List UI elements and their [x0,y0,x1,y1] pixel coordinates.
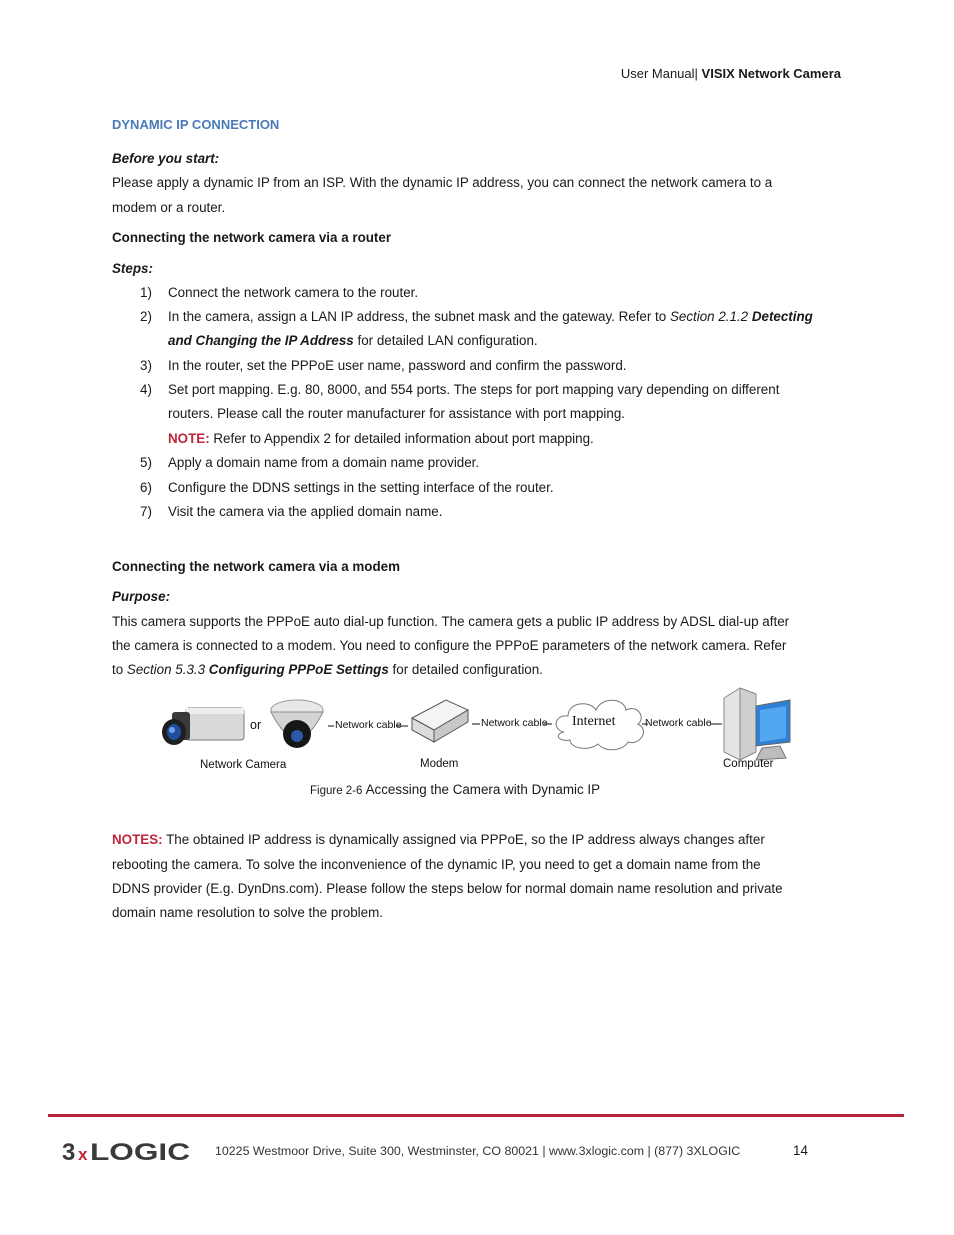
step-number: 3) [140,358,152,373]
step-text-continued [168,332,538,350]
purpose-line-2: the camera is connected to a modem. You need to configure the PPPoE parameters of the network camera. Refer [112,638,787,653]
note-text: Refer to Appendix 2 for detailed information about port mapping. [209,431,594,446]
page-header [621,66,841,81]
step-2-text-b: for detailed LAN configuration. [353,333,538,348]
steps-heading: Steps: [112,261,153,276]
step-text [168,308,813,326]
step-number: 1) [140,285,152,300]
box-camera-icon [162,708,244,745]
header-separator: | [694,66,698,81]
internet-label: Internet [572,714,616,729]
step-number: 5) [140,455,152,470]
section-title-reference: Configuring PPPoE Settings [208,662,389,677]
logo-3xlogic-icon [62,1139,194,1163]
computer-icon [724,688,790,760]
step-number: 6) [140,480,152,495]
company-logo [62,1139,194,1166]
port-mapping-note [168,430,594,448]
section-title-reference: and Changing the IP Address [168,333,354,348]
section-reference: Section 2.1.2 [669,309,752,324]
before-start-line-2: modem or a router. [112,200,226,215]
purpose-text-a: to [112,662,127,677]
footer-divider [48,1114,904,1117]
svg-text:LOGIC: LOGIC [90,1139,190,1163]
network-cable-label: Network cable [335,719,402,731]
step-number: 4) [140,382,152,397]
svg-text:3: 3 [62,1139,76,1163]
network-cable-label: Network cable [645,717,712,729]
page-number: 14 [793,1143,808,1158]
notes-label: NOTES: [112,832,163,847]
before-start-line-1: Please apply a dynamic IP from an ISP. With the dynamic IP address, you can connect the network camera to a [112,175,773,190]
network-cable-label: Network cable [481,717,548,729]
computer-label: Computer [723,758,774,770]
step-text-continued: routers. Please call the router manufacturer for assistance with port mapping. [168,406,625,421]
product-name: VISIX Network Camera [701,66,841,81]
section-reference: Section 5.3.3 [126,662,209,677]
step-text: In the router, set the PPPoE user name, password and confirm the password. [168,358,627,373]
or-label: or [250,718,262,732]
figure-number: Figure 2-6 [310,785,366,797]
purpose-text-d: for detailed configuration. [388,662,543,677]
dome-camera-icon [271,700,323,748]
connection-diagram [150,684,810,776]
step-number: 2) [140,309,152,324]
figure-title: Accessing the Camera with Dynamic IP [365,782,601,797]
section-title-reference: Detecting [751,309,813,324]
manual-label: User Manual [620,66,695,81]
step-text: Connect the network camera to the router. [168,285,419,300]
section-title: DYNAMIC IP CONNECTION [112,117,280,132]
step-number: 7) [140,504,152,519]
purpose-line-1: This camera supports the PPPoE auto dial-up function. The camera gets a public IP address by ADSL dial-up after [112,614,790,629]
step-text: Visit the camera via the applied domain name. [168,504,443,519]
figure-caption [310,782,600,797]
notes-line-2: rebooting the camera. To solve the inconvenience of the dynamic IP, you need to get a domain name from the [112,857,761,872]
notes-line-1 [112,831,765,849]
svg-text:x: x [78,1145,88,1163]
notes-line-4: domain name resolution to solve the problem. [112,905,383,920]
notes-text: The obtained IP address is dynamically assigned via PPPoE, so the IP address always changes after [162,832,765,847]
before-start-heading: Before you start: [112,151,220,166]
modem-icon [412,700,468,742]
step-text: Configure the DDNS settings in the setting interface of the router. [168,480,554,495]
step-2-text-a: In the camera, assign a LAN IP address, the subnet mask and the gateway. Refer to [168,309,670,324]
router-heading: Connecting the network camera via a router [112,230,392,245]
notes-line-3: DDNS provider (E.g. DynDns.com). Please follow the steps below for normal domain name resolution and private [112,881,783,896]
modem-label: Modem [420,758,459,770]
purpose-line-3 [112,661,543,679]
footer-address: 10225 Westmoor Drive, Suite 300, Westminster, CO 80021 | www.3xlogic.com | (877) 3XLOGIC [215,1144,741,1158]
step-text: Apply a domain name from a domain name provider. [168,455,480,470]
purpose-heading: Purpose: [112,589,171,604]
step-text: Set port mapping. E.g. 80, 8000, and 554 ports. The steps for port mapping vary depending on different [168,382,780,397]
network-camera-label: Network Camera [200,759,287,771]
modem-heading: Connecting the network camera via a modem [112,559,400,574]
note-label: NOTE: [168,431,210,446]
